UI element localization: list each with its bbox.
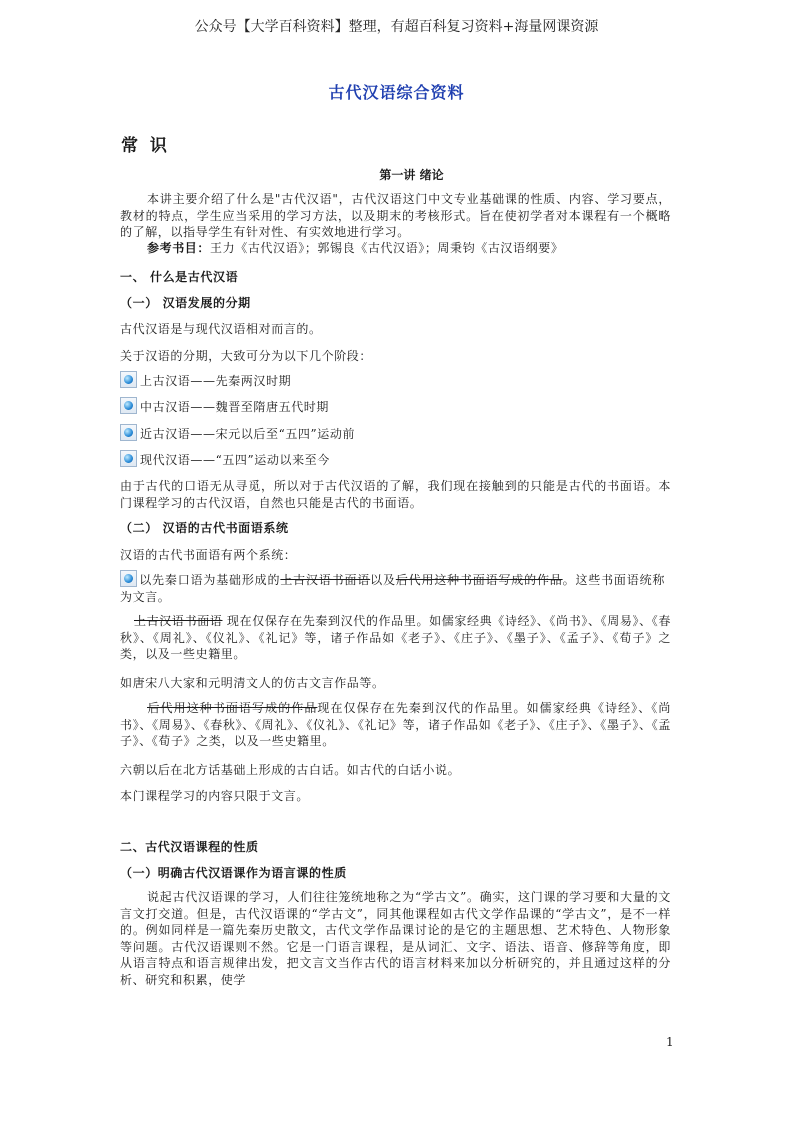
- paragraph: 六朝以后在北方话基础上形成的古白话。如古代的白话小说。: [120, 763, 461, 777]
- heading-1-1: （一） 汉语发展的分期: [120, 296, 251, 310]
- references-text: 王力《古代汉语》；郭锡良《古代汉语》；周秉钧《古汉语纲要》: [210, 241, 564, 255]
- bullet-icon: [120, 424, 137, 441]
- heading-2-1: （一）明确古代汉语课作为语言课的性质: [120, 866, 347, 880]
- paragraph: 上古汉语书面语 现在仅保存在先秦到汉代的作品里。如儒家经典《诗经》、《尚书》、《周易》、《春秋》、《周礼》、《仪礼》、《礼记》等，诸子作品如《老子》、《庄子》、《墨子》、《孟子》、《荀子》之类，以及一些史籍里。: [120, 614, 672, 661]
- section-heading: 常 识: [121, 136, 170, 156]
- bullet-icon: [120, 570, 137, 587]
- page-header: 公众号【大学百科资料】整理，有超百科复习资料+海量网课资源: [194, 19, 599, 35]
- paragraph: 由于古代的口语无从寻觅，所以对于古代汉语的了解，我们现在接触到的只能是古代的书面语。本门课程学习的古代汉语，自然也只能是古代的书面语。: [120, 479, 671, 510]
- lecture-heading: 第一讲 绪论: [379, 168, 444, 182]
- document-title: 古代汉语综合资料: [328, 83, 465, 102]
- bullet-icon: [120, 397, 137, 414]
- references-label: 参考书目：: [147, 241, 211, 255]
- list-item: 近古汉语——宋元以后至“五四”运动前: [120, 424, 355, 442]
- bullet-icon: [120, 371, 137, 388]
- references-line: [120, 240, 671, 257]
- paragraph: 如唐宋八大家和元明清文人的仿古文言作品等。: [120, 676, 385, 690]
- heading-1: 一、 什么是古代汉语: [120, 270, 239, 284]
- paragraph: 汉语的古代书面语有两个系统：: [120, 548, 297, 562]
- paragraph: 说起古代汉语课的学习，人们往往笼统地称之为“学古文”。确实，这门课的学习要和大量的文言文打交道。但是，古代汉语课的“学古文”，同其他课程如古代文学作品课的“学古文”，是不一样的。例如同样是一篇先秦历史散文，古代文学作品课讨论的是它的主题思想、艺术特色、人物形象等问题。古代汉语课则不然。它是一门语言课程，是从词汇、文字、语法、语音、修辞等角度，即从语言特点和语言规律出发，把文言文当作古代的语言材料来加以分析研究的，并且通过这样的分析、研究和积累，使学: [120, 890, 671, 987]
- bullet-icon: [120, 450, 137, 467]
- list-item: 中古汉语——魏晋至隋唐五代时期: [120, 397, 329, 415]
- paragraph: 本门课程学习的内容只限于文言。: [120, 789, 310, 803]
- heading-1-2: （二） 汉语的古代书面语系统: [120, 521, 289, 535]
- systems-paragraph: 以先秦口语为基础形成的上古汉语书面语以及后代用这种书面语写成的作品。这些书面语统称为文言。: [120, 570, 665, 605]
- heading-2: 二、古代汉语课程的性质: [120, 840, 259, 854]
- list-item: 现代汉语——“五四”运动以来至今: [120, 450, 330, 468]
- intro-paragraph: 本讲主要介绍了什么是"古代汉语"，古代汉语这门中文专业基础课的性质、内容、学习要点，教材的特点，学生应当采用的学习方法，以及期末的考核形式。旨在使初学者对本课程有一个概略的了解，以指导学生有针对性、有实效地进行学习。: [120, 192, 671, 239]
- page-number: 1: [666, 1035, 674, 1049]
- paragraph: 后代用这种书面语写成的作品现在仅保存在先秦到汉代的作品里。如儒家经典《诗经》、《尚书》、《周易》、《春秋》、《周礼》、《仪礼》、《礼记》等，诸子作品如《老子》、《庄子》、《墨子》、《孟子》、《荀子》之类，以及一些史籍里。: [120, 701, 671, 748]
- paragraph: 关于汉语的分期，大致可分为以下几个阶段：: [120, 349, 373, 363]
- paragraph: 古代汉语是与现代汉语相对而言的。: [120, 322, 322, 336]
- list-item: 上古汉语——先秦两汉时期: [120, 371, 291, 389]
